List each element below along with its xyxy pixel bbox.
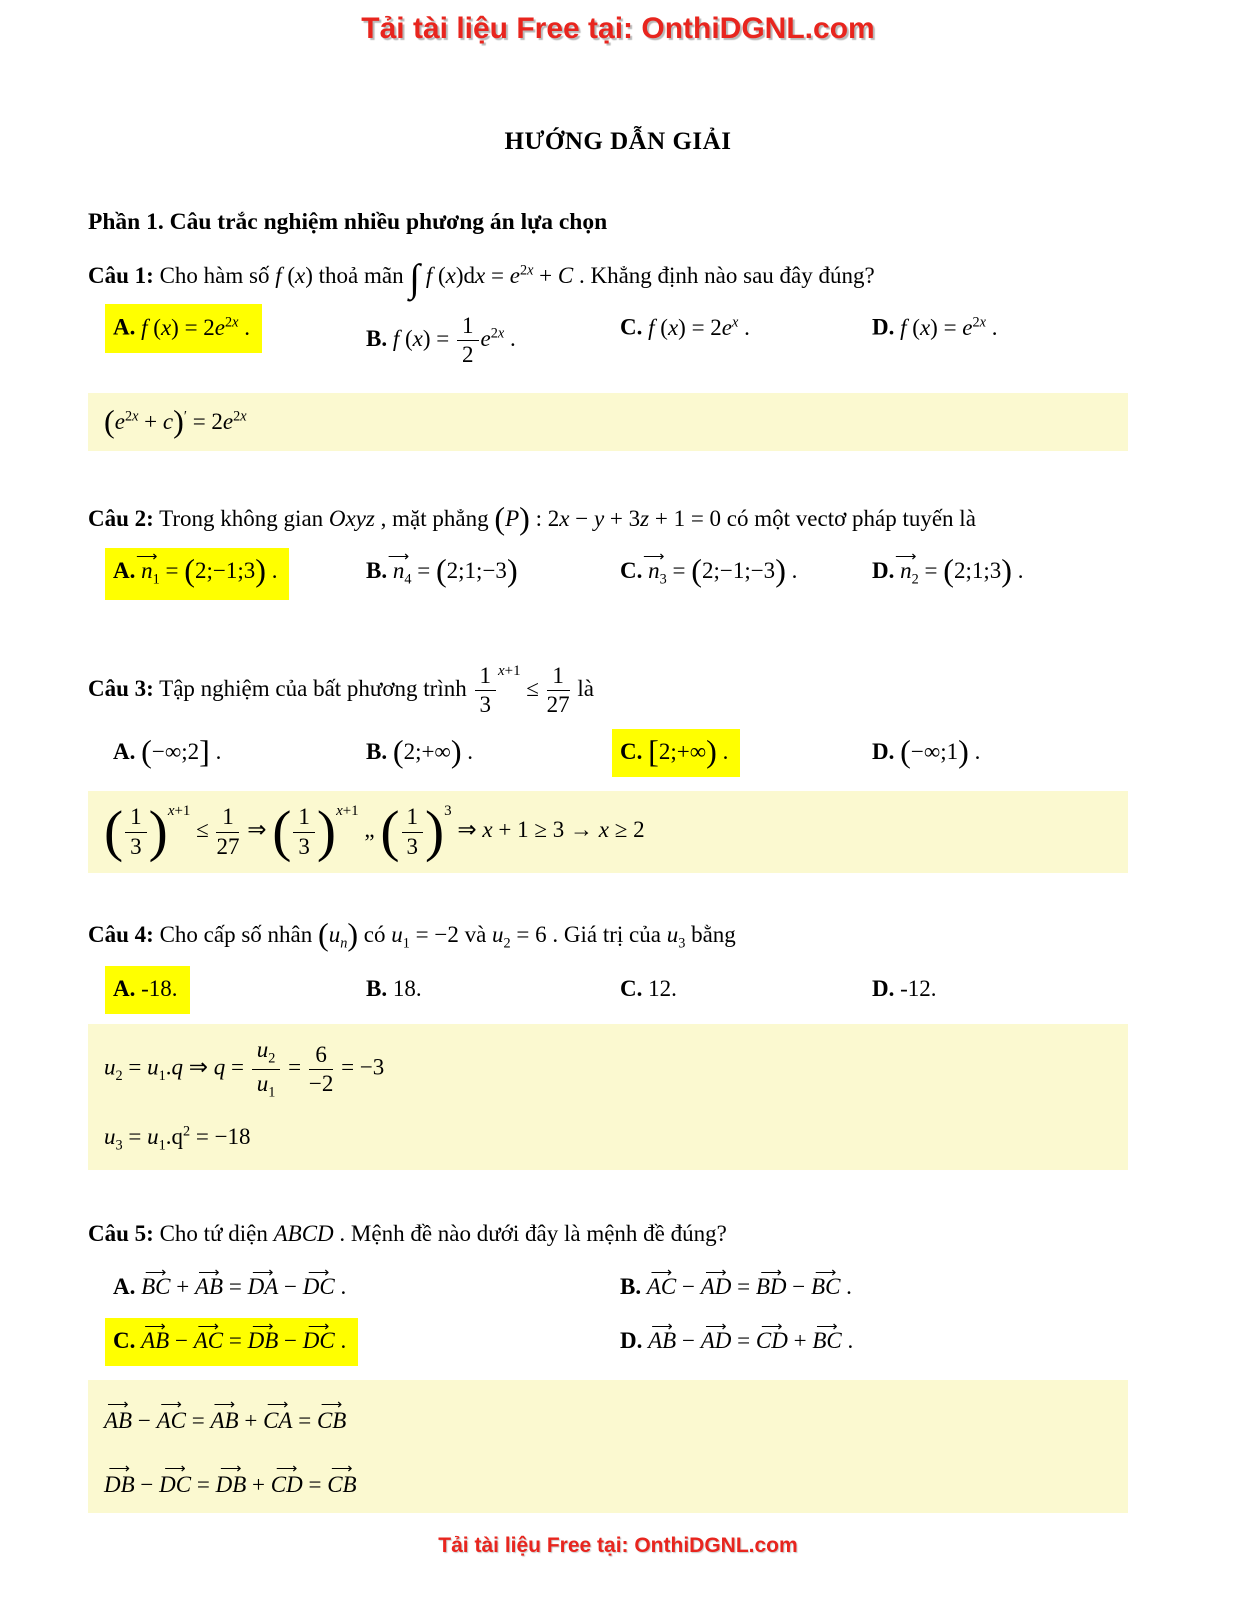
q2-option-d: D. n $⟶_2$ = (2;1;3) . xyxy=(864,548,1035,601)
part-1-heading: Phần 1. Câu trắc nghiệm nhiều phương án lựa chọn xyxy=(88,209,608,235)
question-5 xyxy=(88,1218,1128,1250)
footer-banner: Tải tài liệu Free tại: OnthiDGNL.com xyxy=(438,1534,798,1557)
question-4-text: Cho cấp số nhân $(u_n)$ có $u_1 = -2$ và $u_2 = 6$ . Giá trị của $u_3$ bằng xyxy=(159,915,736,952)
question-5-solution xyxy=(88,1380,1128,1514)
solution-line: $u_2 = u_1.q$ ⇒ q = $\frac{u_2}{u_1}$ = $\frac{6}{-2}$ = −3 xyxy=(104,1037,385,1101)
page-title: HƯỚNG DẪN GIẢI xyxy=(504,128,732,155)
question-2-label: Câu 2: xyxy=(88,506,154,532)
question-1-label: Câu 1: xyxy=(88,263,154,288)
q2-option-a: A. n $⟶_1$ = (2;−1;3) . xyxy=(105,548,289,601)
question-4-options xyxy=(105,966,1128,1014)
q1-option-b: B. f (x) = $\frac{1}{2}$ $e^{2x}$ . xyxy=(366,313,516,368)
q3-option-c: C. [2;+∞) . xyxy=(612,729,740,777)
question-1-solution xyxy=(88,393,1128,451)
question-1 xyxy=(88,256,1128,300)
q4-option-b: B. 18. xyxy=(366,976,422,1002)
q4-option-c: C. 12. xyxy=(620,976,677,1002)
question-3-label: Câu 3: xyxy=(88,676,154,702)
q3-option-d: D. (−∞;1) . xyxy=(872,733,981,770)
question-4-label: Câu 4: xyxy=(88,921,154,947)
document-body xyxy=(88,209,1128,1513)
solution-line: $u_3 = u_1.q^2 = -18$ xyxy=(104,1123,251,1154)
solution-line: ( $\frac{1}{3}$ ) $^{x +1}$ ≤ $\frac{1}{27}$ ⇒ ( $\frac{1}{3}$ ) $^{x +1}$ „ ( $\frac{1}{3}$ ) $^3$ ⇒ x + 1 ≥ 3 → x ≥ 2 xyxy=(104,799,645,863)
question-4-solution xyxy=(88,1024,1128,1169)
question-3-options xyxy=(105,729,1128,777)
q3-option-b: B. (2;+∞) . xyxy=(366,733,474,770)
header-banner: Tải tài liệu Free tại: OnthiDGNL.com xyxy=(361,12,875,45)
q5-option-b: B. AC ⟶ − AD ⟶ = BD ⟶ − BC ⟶ . xyxy=(612,1264,864,1312)
q1-option-c: C. f $(x) = 2e^x$ . xyxy=(620,314,750,340)
q4-option-a: A. -18. xyxy=(105,966,190,1014)
q4-option-d: D. -12. xyxy=(872,976,937,1002)
solution-line: DB ⟶ − DC ⟶ = DB ⟶ + CD ⟶ = CB ⟶ xyxy=(104,1458,1112,1500)
q1-option-a: A. f $(x) = 2e^{2x}$ . xyxy=(105,304,262,353)
q5-option-d: D. AB ⟶ − AD ⟶ = CD ⟶ + BC ⟶ . xyxy=(612,1318,865,1366)
q5-option-a: A. BC ⟶ + AB ⟶ = DA ⟶ − DC ⟶ . xyxy=(105,1264,358,1312)
question-4 xyxy=(88,915,1128,955)
question-5-options xyxy=(105,1264,1128,1366)
question-2-text: Trong không gian Oxyz , mặt phẳng (P) : 2x − y + 3z + 1 = 0 có một vectơ pháp tuyến là xyxy=(159,500,976,537)
question-1-text: Cho hàm số f (x) thoả mãn ∫ f $(x)dx = e^{2x} + C$ . Khẳng định nào sau đây đúng? xyxy=(159,256,875,300)
question-3-solution xyxy=(88,791,1128,872)
question-5-label: Câu 5: xyxy=(88,1220,154,1246)
solution-line: AB ⟶ − AC ⟶ = AB ⟶ + CA ⟶ = CB ⟶ xyxy=(104,1394,1112,1436)
question-2-options xyxy=(105,548,1128,601)
q2-option-c: C. n $⟶_3$ = (2;−1;−3) . xyxy=(612,548,809,601)
question-2 xyxy=(88,500,1128,537)
solution-line: $(e^{2x} + c)' = 2e^{2x}$ xyxy=(104,403,247,440)
question-3 xyxy=(88,664,1128,717)
q2-option-b: B. n $⟶_4$ = (2;1;−3) xyxy=(358,548,530,601)
question-1-options xyxy=(105,304,1128,379)
question-5-text: Cho tứ diện ABCD . Mệnh đề nào dưới đây là mệnh đề đúng? xyxy=(159,1220,727,1246)
q3-option-a: A. (−∞;2] . xyxy=(113,733,222,770)
q5-option-c: C. AB ⟶ − AC ⟶ = DB ⟶ − DC ⟶ . xyxy=(105,1318,358,1366)
question-3-text: Tập nghiệm của bất phương trình $\frac{1}{3}$ $^{x +1}$ ≤ $\frac{1}{27}$ là xyxy=(159,663,595,718)
q1-option-d: D. f $(x) = e^{2x}$ . xyxy=(872,314,998,340)
